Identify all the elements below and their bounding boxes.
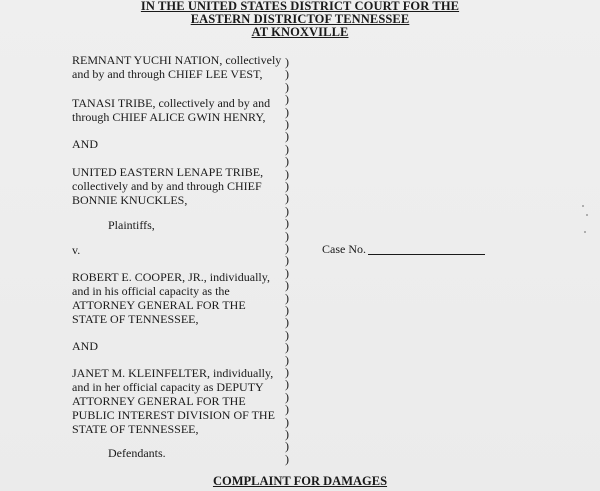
scan-speck	[586, 214, 588, 216]
caption-parenthesis: )	[285, 253, 289, 268]
defendant-1-line-1: ROBERT E. COOPER, JR., individually,	[72, 270, 270, 284]
caption-parenthesis: )	[285, 154, 289, 169]
caption-parenthesis: )	[285, 203, 289, 218]
defendant-1-line-2: and in his official capacity as the	[72, 284, 230, 298]
plaintiff-2-line-1: TANASI TRIBE, collectively and by and	[72, 96, 271, 110]
court-header-line-2: EASTERN DISTRICTOF TENNESSEE	[190, 12, 410, 26]
plaintiff-3-line-2: collectively and by and through CHIEF	[72, 179, 262, 193]
case-number-blank-line	[368, 254, 485, 255]
caption-parenthesis: )	[285, 315, 289, 330]
plaintiff-3-line-3: BONNIE KNUCKLES,	[72, 193, 188, 207]
case-number-label: Case No.	[322, 242, 366, 256]
defendant-1-line-3: ATTORNEY GENERAL FOR THE	[72, 298, 246, 312]
caption-parenthesis: )	[285, 451, 289, 466]
scan-speck	[582, 205, 584, 207]
caption-parenthesis: )	[285, 104, 289, 119]
defendants-label: Defendants.	[108, 446, 166, 460]
caption-parenthesis: )	[285, 414, 289, 429]
caption-parenthesis: )	[285, 427, 289, 441]
caption-parenthesis: )	[285, 228, 289, 243]
caption-parenthesis: )	[285, 117, 289, 131]
court-header-line-3: AT KNOXVILLE	[251, 25, 349, 39]
defendant-2-line-5: STATE OF TENNESSEE,	[72, 422, 199, 436]
plaintiff-1-line-2: and by and through CHIEF LEE VEST,	[72, 67, 263, 81]
court-header-line-1: IN THE UNITED STATES DISTRICT COURT FOR THE	[140, 0, 460, 13]
and-separator-1: AND	[72, 137, 98, 151]
defendant-2-line-1: JANET M. KLEINFELTER, individually,	[72, 366, 274, 380]
caption-parenthesis: )	[285, 377, 289, 392]
defendant-1-line-4: STATE OF TENNESSEE,	[72, 312, 199, 326]
defendant-2-line-2: and in her official capacity as DEPUTY	[72, 380, 264, 394]
scan-speck	[584, 231, 586, 233]
caption-parenthesis: )	[285, 79, 289, 94]
caption-parenthesis: )	[285, 402, 289, 417]
caption-parenthesis: )	[285, 55, 289, 69]
caption-parenthesis: )	[285, 265, 289, 280]
caption-parenthesis: )	[285, 141, 289, 156]
versus-label: v.	[72, 243, 81, 257]
caption-parenthesis: )	[285, 216, 289, 231]
caption-parenthesis: )	[285, 166, 289, 181]
plaintiff-2-line-2: through CHIEF ALICE GWIN HENRY,	[72, 110, 266, 124]
defendant-2-line-4: PUBLIC INTEREST DIVISION OF THE	[72, 408, 275, 422]
complaint-title: COMPLAINT FOR DAMAGES	[212, 474, 388, 488]
caption-parenthesis: )	[285, 278, 289, 293]
caption-parenthesis: )	[285, 67, 289, 82]
caption-parenthesis: )	[285, 241, 289, 255]
caption-parenthesis: )	[285, 352, 289, 367]
caption-parenthesis: )	[285, 92, 289, 107]
caption-parenthesis: )	[285, 129, 289, 144]
plaintiff-1-line-1: REMNANT YUCHI NATION, collectively	[72, 53, 282, 67]
caption-parenthesis: )	[285, 340, 289, 355]
and-separator-2: AND	[72, 339, 98, 353]
caption-parenthesis: )	[285, 191, 289, 206]
caption-parenthesis: )	[285, 365, 289, 379]
caption-parenthesis: )	[285, 290, 289, 305]
caption-parenthesis: )	[285, 179, 289, 193]
plaintiff-3-line-1: UNITED EASTERN LENAPE TRIBE,	[72, 165, 264, 179]
defendant-2-line-3: ATTORNEY GENERAL FOR THE	[72, 394, 246, 408]
plaintiffs-label: Plaintiffs,	[108, 218, 155, 232]
caption-parenthesis: )	[285, 389, 289, 404]
caption-parenthesis: )	[285, 303, 289, 317]
caption-parenthesis: )	[285, 327, 289, 342]
caption-parenthesis: )	[285, 439, 289, 454]
